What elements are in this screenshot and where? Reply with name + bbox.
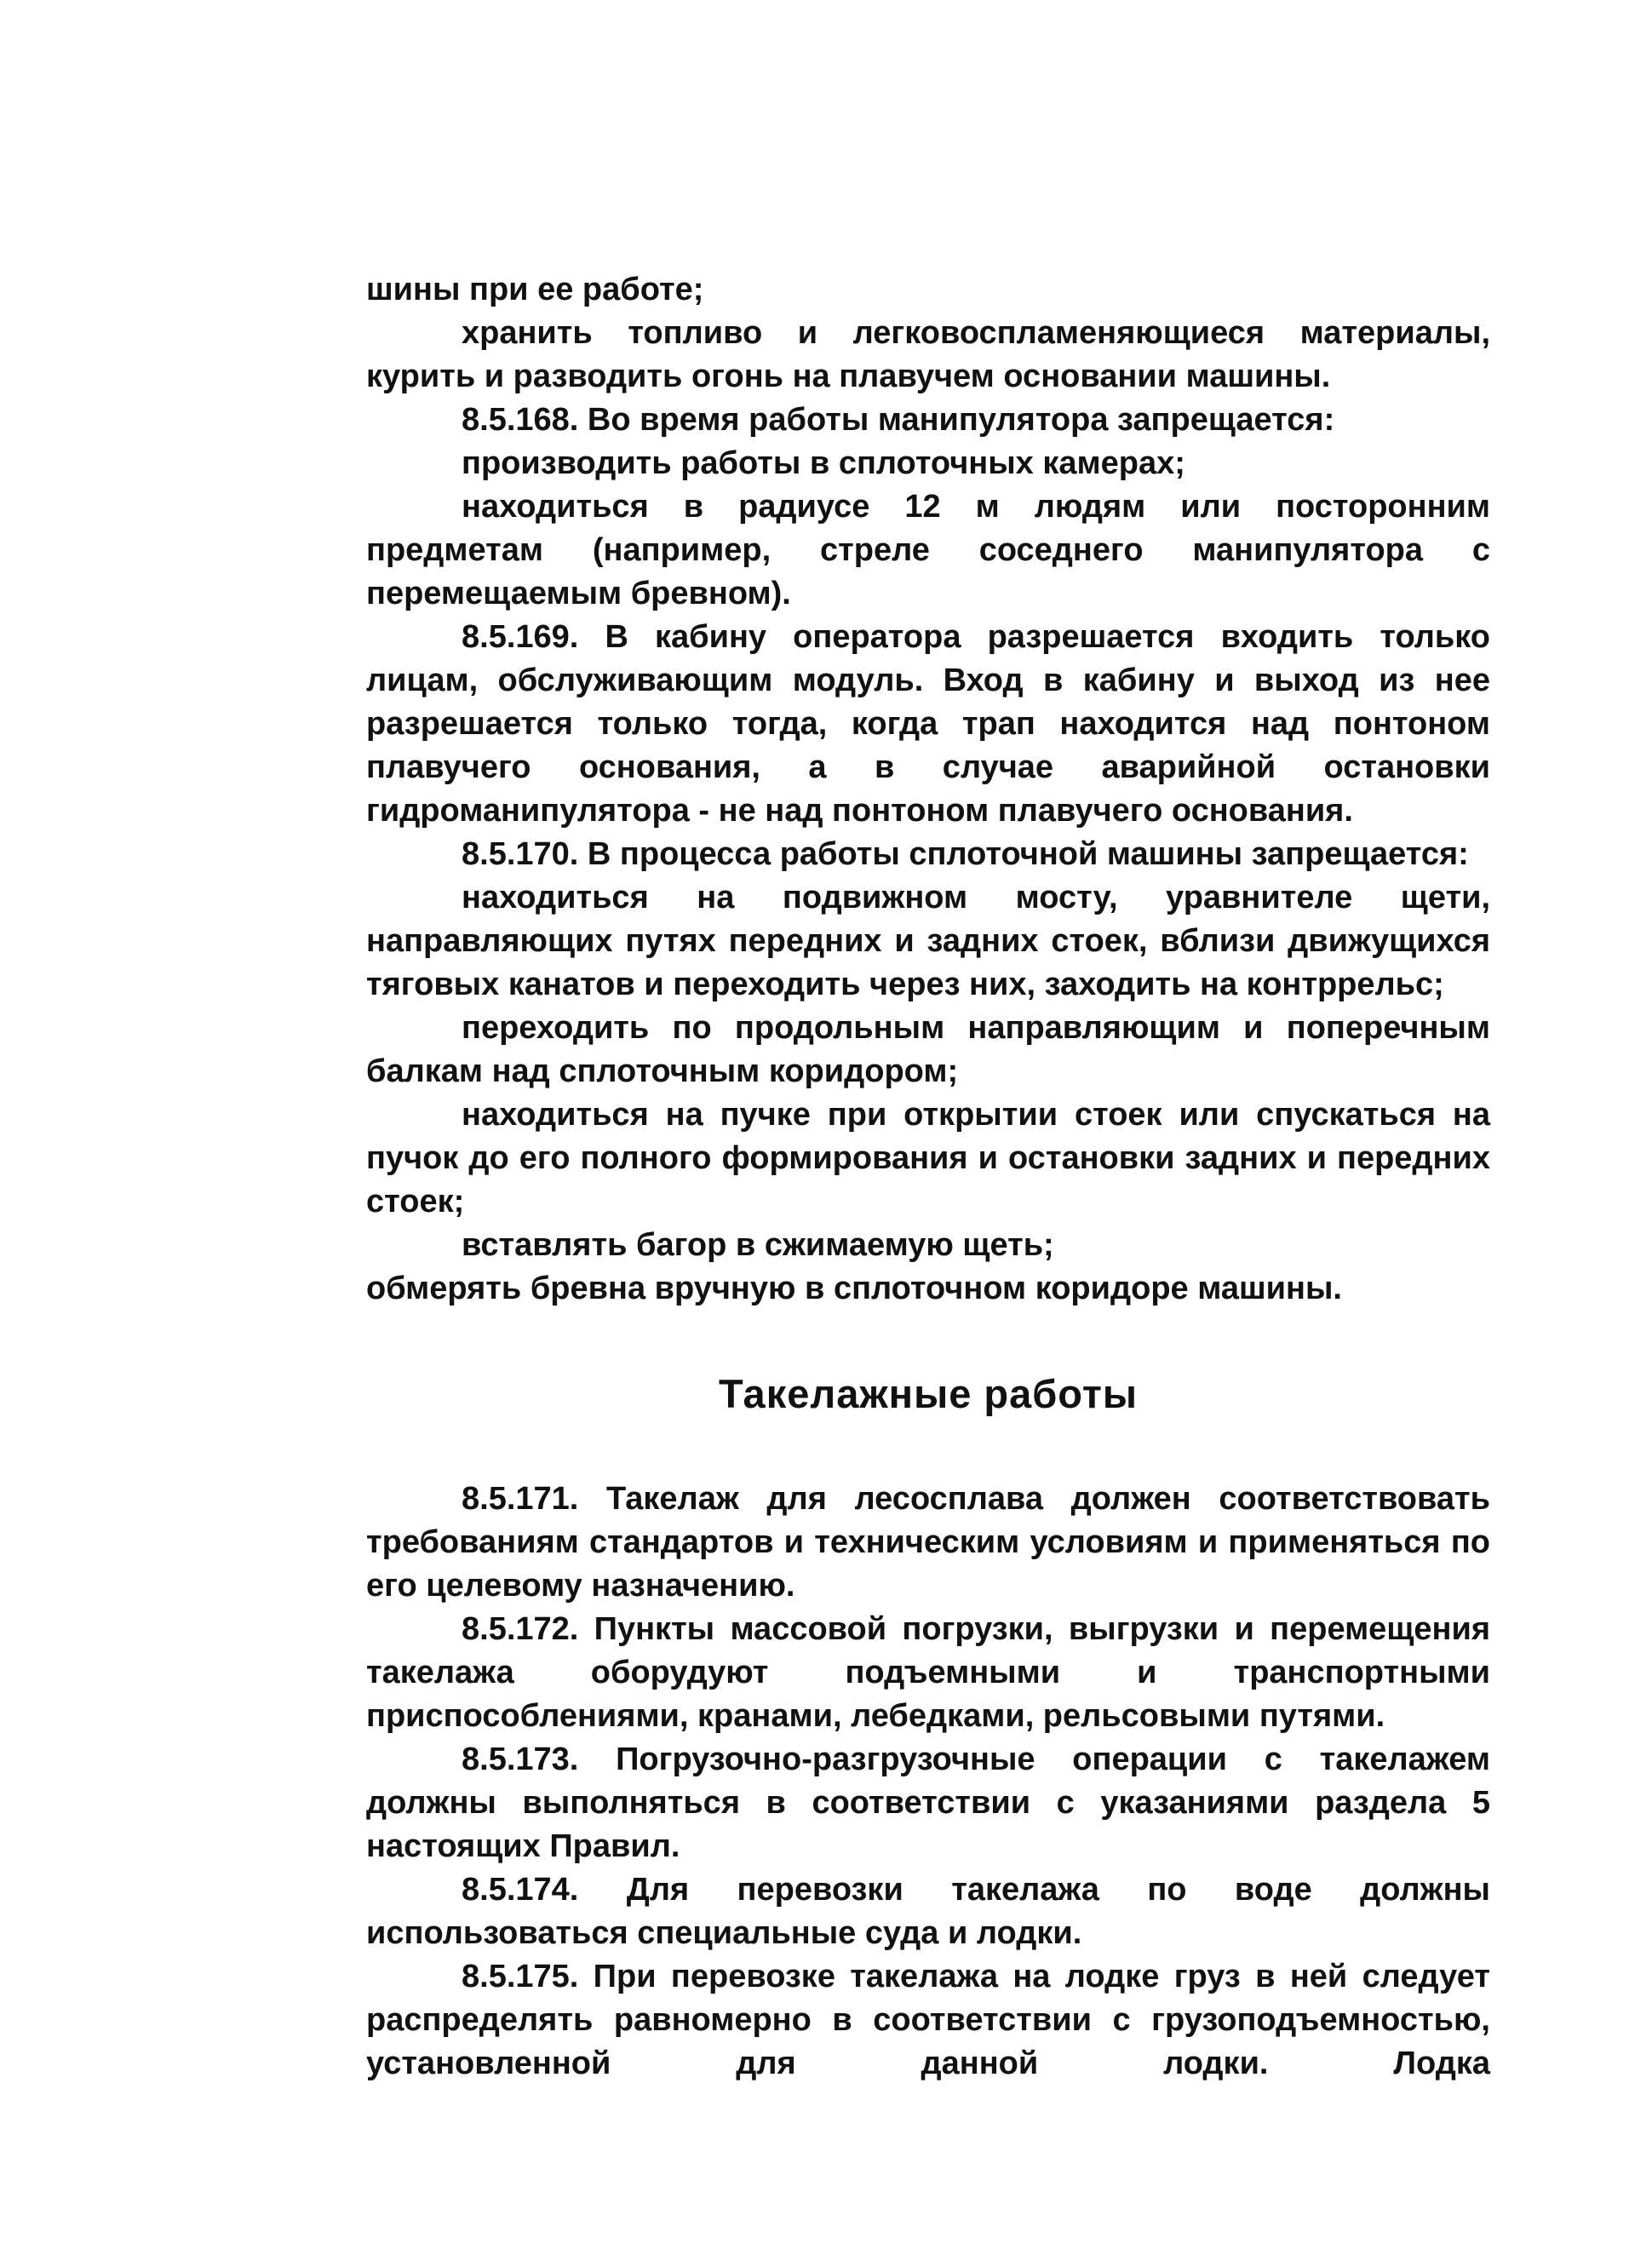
paragraph: 8.5.170. В процесса работы сплоточной машины запрещается: xyxy=(462,836,1469,872)
paragraph: находиться на пучке при открытии стоек или спускаться на пучок до его полного формирования и остановки задних и передних стоек; xyxy=(366,1097,1490,1219)
paragraph: находиться на подвижном мосту, уравнителе щети, направляющих путях передних и задних стоек, вблизи движущихся тяговых канатов и переходить через них, заходить на контррельс; xyxy=(366,880,1490,1002)
paragraph: шины при ее работе; xyxy=(366,272,704,307)
paragraph: 8.5.168. Во время работы манипулятора запрещается: xyxy=(462,402,1335,438)
paragraph: 8.5.169. В кабину оператора разрешается входить только лицам, обслуживающим модуль. Вход в кабину и выход из нее разрешается только тогда, когда трап находится над понтоном плавучего основания, а в случае аварийной остановки гидроманипулятора - не над понтоном плавучего основания. xyxy=(366,619,1490,829)
paragraph: переходить по продольным направляющим и поперечным балкам над сплоточным коридором; xyxy=(366,1010,1490,1089)
paragraph: 8.5.175. При перевозке такелажа на лодке груз в ней следует распределять равномерно в соответствии с грузоподъемностью, установленной для данной лодки. Лодка xyxy=(366,1959,1490,2081)
section-rigging xyxy=(366,1478,1490,2086)
section-restrictions xyxy=(366,268,1490,1311)
paragraph: находиться в радиусе 12 м людям или посторонним предметам (например, стреле соседнего манипулятора с перемещаемым бревном). xyxy=(366,489,1490,611)
paragraph: хранить топливо и легковоспламеняющиеся материалы, курить и разводить огонь на плавучем основании машины. xyxy=(366,315,1490,394)
paragraph: 8.5.174. Для перевозки такелажа по воде должны использоваться специальные суда и лодки. xyxy=(366,1872,1490,1951)
document-page xyxy=(366,268,1490,2086)
paragraph: 8.5.173. Погрузочно-разгрузочные операции с такелажем должны выполняться в соответствии с указаниями раздела 5 настоящих Правил. xyxy=(366,1742,1490,1864)
paragraph: 8.5.172. Пункты массовой погрузки, выгрузки и перемещения такелажа оборудуют подъемными и транспортными приспособлениями, кранами, лебедками, рельсовыми путями. xyxy=(366,1611,1490,1734)
section-heading: Такелажные работы xyxy=(719,1371,1138,1416)
paragraph: 8.5.171. Такелаж для лесосплава должен соответствовать требованиям стандартов и техническим условиям и применяться по его целевому назначению. xyxy=(366,1481,1490,1604)
paragraph: обмерять бревна вручную в сплоточном коридоре машины. xyxy=(366,1271,1342,1306)
paragraph: вставлять багор в сжимаемую щеть; xyxy=(462,1227,1054,1263)
paragraph: производить работы в сплоточных камерах; xyxy=(462,445,1185,481)
